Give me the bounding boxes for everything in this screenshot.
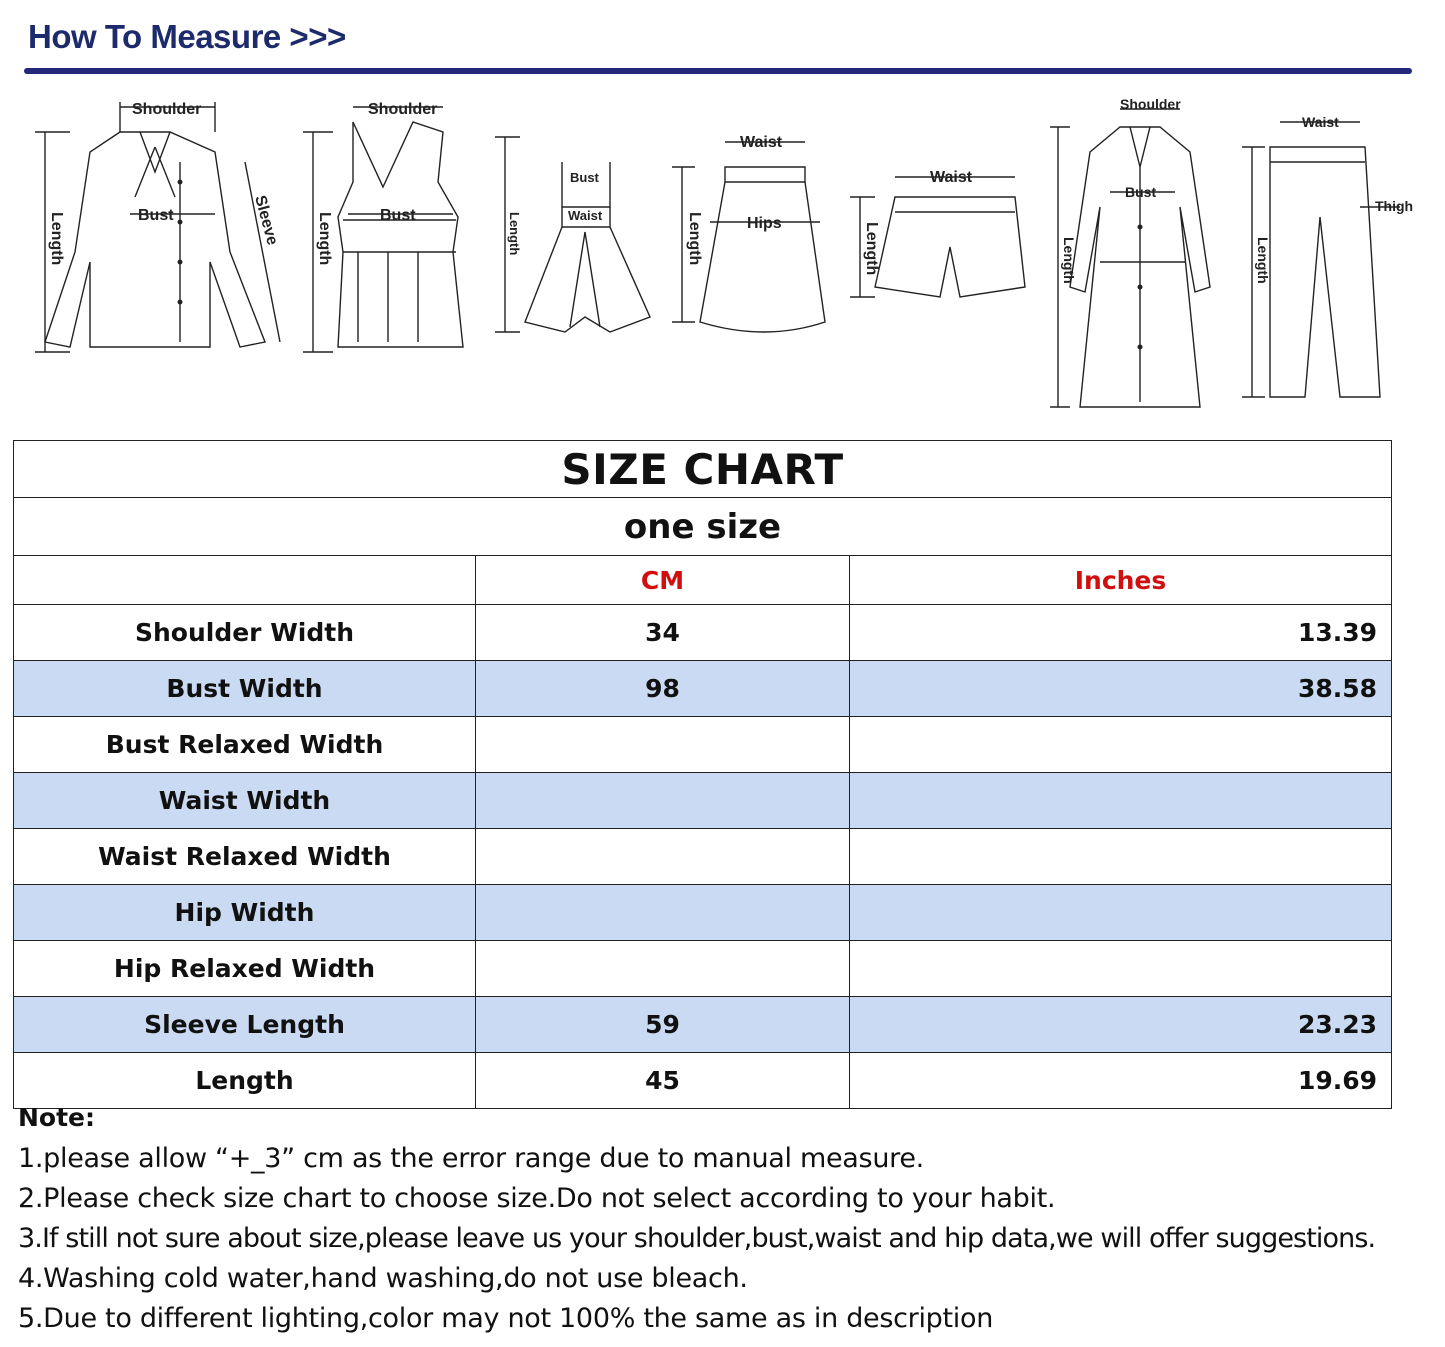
row-label: Length [14, 1053, 476, 1109]
how-to-measure-header [28, 18, 346, 56]
inches-value [850, 773, 1392, 829]
shorts-diagram [850, 167, 1040, 337]
table-row [14, 997, 1392, 1053]
notes-section [18, 1103, 1438, 1339]
cm-column-header: CM [476, 556, 850, 605]
cm-value: 98 [476, 661, 850, 717]
waist-label: Waist [568, 208, 603, 223]
row-label: Waist Relaxed Width [14, 829, 476, 885]
note-line: 3.If still not sure about size,please leave us your shoulder,bust,waist and hip data,we will offer suggestions. [18, 1223, 1376, 1254]
size-chart-title: SIZE CHART [14, 441, 1392, 498]
cm-value: 45 [476, 1053, 850, 1109]
inches-value [850, 885, 1392, 941]
skirt-diagram [670, 132, 840, 342]
dress-diagram [490, 132, 660, 342]
length-label: Length [48, 212, 65, 266]
inches-value: 23.23 [850, 997, 1392, 1053]
inches-value: 13.39 [850, 605, 1392, 661]
cm-value [476, 717, 850, 773]
length-label: Length [1061, 237, 1077, 284]
row-label: Bust Relaxed Width [14, 717, 476, 773]
length-label: Length [863, 222, 880, 276]
header-divider [24, 68, 1412, 74]
length-label: Length [686, 212, 703, 266]
row-label: Sleeve Length [14, 997, 476, 1053]
inches-value [850, 717, 1392, 773]
pants-diagram [1240, 107, 1420, 407]
bust-label: Bust [570, 170, 599, 185]
note-line: 1.please allow “+_3” cm as the error range due to manual measure. [18, 1143, 924, 1174]
waist-label: Waist [740, 134, 783, 151]
table-row [14, 1053, 1392, 1109]
header-title: How To Measure >>> [28, 18, 346, 55]
inches-value: 19.69 [850, 1053, 1392, 1109]
cm-value [476, 829, 850, 885]
shirt-diagram [30, 102, 290, 362]
notes-title: Note: [18, 1103, 96, 1132]
size-label: one size [14, 498, 1392, 556]
hips-label: Hips [747, 215, 782, 232]
shoulder-label: Shoulder [1120, 96, 1181, 112]
bust-label: Bust [380, 207, 416, 224]
row-label: Bust Width [14, 661, 476, 717]
cm-value [476, 773, 850, 829]
shoulder-label: Shoulder [368, 101, 438, 118]
unit-header-row [14, 556, 1392, 605]
bust-label: Bust [138, 207, 174, 224]
length-label: Length [316, 212, 333, 266]
cm-value: 34 [476, 605, 850, 661]
empty-header-cell [14, 556, 476, 605]
coat-diagram [1050, 97, 1230, 417]
note-line: 5.Due to different lighting,color may not 100% the same as in description [18, 1303, 994, 1334]
table-row [14, 829, 1392, 885]
table-row [14, 941, 1392, 997]
inches-value [850, 941, 1392, 997]
length-label: Length [507, 212, 522, 256]
inches-value [850, 829, 1392, 885]
table-row [14, 661, 1392, 717]
row-label: Hip Width [14, 885, 476, 941]
cm-value [476, 885, 850, 941]
vest-diagram [298, 102, 478, 362]
shoulder-label: Shoulder [132, 101, 202, 118]
cm-value: 59 [476, 997, 850, 1053]
thigh-label: Thigh [1375, 198, 1414, 214]
sleeve-label: Sleeve [251, 193, 281, 248]
inches-value: 38.58 [850, 661, 1392, 717]
cm-value [476, 941, 850, 997]
length-label: Length [1255, 237, 1271, 284]
table-row [14, 605, 1392, 661]
table-row [14, 773, 1392, 829]
note-line: 2.Please check size chart to choose size.Do not select according to your habit. [18, 1183, 1056, 1214]
row-label: Hip Relaxed Width [14, 941, 476, 997]
table-row [14, 717, 1392, 773]
size-chart-table [13, 440, 1392, 1109]
inches-column-header: Inches [850, 556, 1392, 605]
row-label: Shoulder Width [14, 605, 476, 661]
table-row [14, 885, 1392, 941]
waist-label: Waist [930, 169, 973, 186]
bust-label: Bust [1125, 184, 1157, 200]
row-label: Waist Width [14, 773, 476, 829]
measurement-diagrams [20, 92, 1420, 422]
note-line: 4.Washing cold water,hand washing,do not use bleach. [18, 1263, 748, 1294]
waist-label: Waist [1302, 114, 1339, 130]
